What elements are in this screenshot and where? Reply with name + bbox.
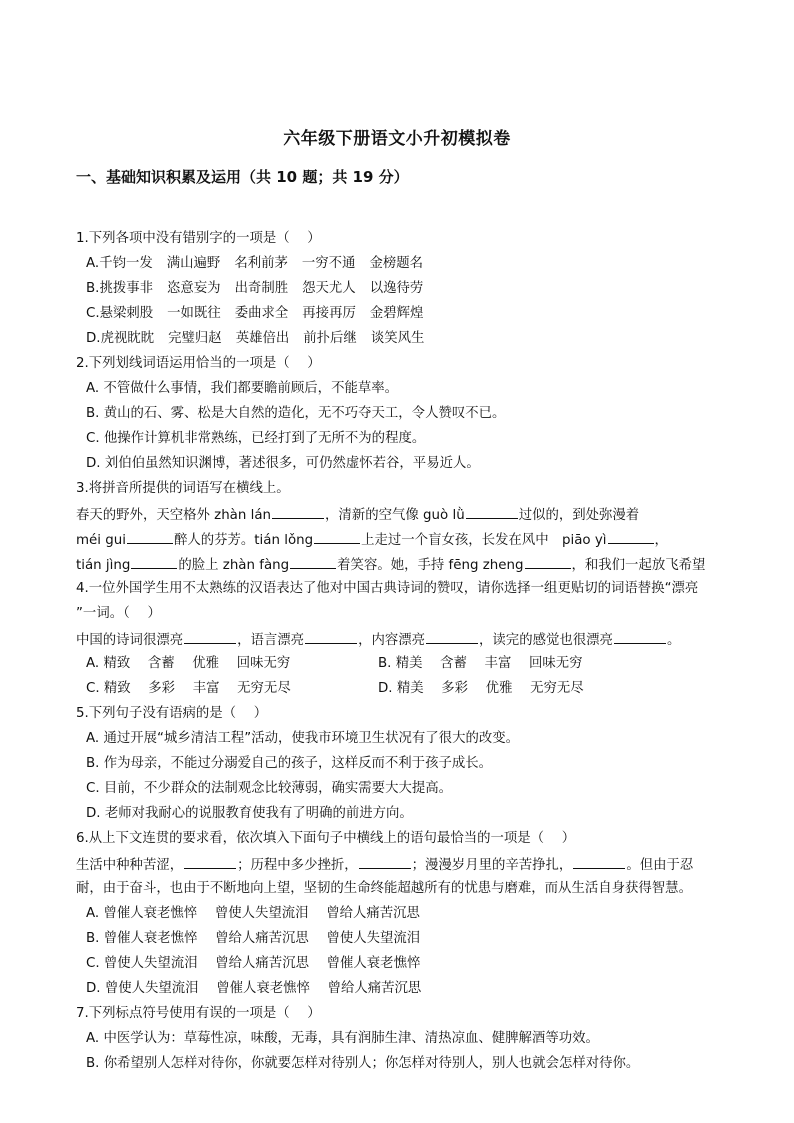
- q4-option-a[interactable]: A. 精致 含蓄 优雅 回味无穷: [86, 656, 291, 671]
- word: 千钧一发: [99, 256, 153, 271]
- fill-blank[interactable]: [614, 629, 666, 644]
- q7-option-b[interactable]: B. 你希望别人怎样对待你，你就要怎样对待别人；你怎样对待别人，别人也就会怎样对待你。: [86, 1056, 640, 1071]
- question-5-stem: 5.下列句子没有语病的是（ ）: [76, 706, 268, 721]
- word: 委曲求全: [234, 306, 289, 321]
- q2-option-c[interactable]: C. 他操作计算机非常熟练，已经打到了无所不为的程度。: [86, 431, 426, 446]
- text: 醉人的芬芳。tián lǒng: [173, 533, 314, 548]
- text: ，: [654, 533, 668, 548]
- q2-option-b[interactable]: B. 黄山的石、雾、松是大自然的造化，无不巧夺天工，令人赞叹不已。: [86, 406, 506, 421]
- question-3-stem: 3.将拼音所提供的词语写在横线上。: [76, 481, 290, 496]
- fill-blank[interactable]: [573, 854, 625, 869]
- section-heading: 一、基础知识积累及运用（共 10 题；共 19 分）: [76, 168, 409, 186]
- fill-blank[interactable]: [466, 504, 518, 519]
- word: 出奇制胜: [234, 281, 289, 296]
- fill-blank[interactable]: [305, 629, 357, 644]
- fill-blank[interactable]: [290, 554, 336, 569]
- q6-option-c[interactable]: C. 曾使人失望流泪 曾给人痛苦沉思 曾催人衰老憔悴: [86, 956, 421, 971]
- word: 谈笑风生: [370, 331, 425, 346]
- word: 怨天尤人: [302, 281, 356, 296]
- option-letter: A.: [86, 256, 100, 271]
- fill-blank[interactable]: [314, 529, 360, 544]
- fill-blank[interactable]: [184, 629, 236, 644]
- text: ，语言漂亮: [237, 633, 305, 648]
- word: 以逸待劳: [369, 281, 424, 296]
- text: ，读完的感觉也很漂亮: [479, 633, 613, 648]
- word: 金榜题名: [369, 256, 423, 271]
- text: ，和我们一起放飞希望: [571, 558, 706, 573]
- q5-option-a[interactable]: A. 通过开展“城乡清洁工程”活动，使我市环境卫生状况有了很大的改变。: [86, 731, 520, 746]
- q5-option-d[interactable]: D. 老师对我耐心的说服教育使我有了明确的前进方向。: [86, 806, 413, 821]
- text: 春天的野外，天空格外 zhàn lán: [76, 508, 272, 523]
- text: 着笑容。她，手持 fēng zheng: [337, 558, 524, 573]
- fill-blank[interactable]: [184, 854, 236, 869]
- word: 名利前茅: [234, 256, 288, 271]
- text: 的脸上 zhàn fàng: [178, 558, 290, 573]
- fill-blank[interactable]: [608, 529, 654, 544]
- q5-option-b[interactable]: B. 作为母亲，不能过分溺爱自己的孩子，这样反而不利于孩子成长。: [86, 756, 493, 771]
- q1-option-b[interactable]: [86, 279, 724, 299]
- text: 上走过一个盲女孩，长发在风中 piāo yì: [361, 533, 607, 548]
- question-7-stem: 7.下列标点符号使用有误的一项是（ ）: [76, 1006, 321, 1021]
- text: 。: [666, 633, 681, 648]
- text: ；漫漫岁月里的辛苦挣扎，: [411, 858, 573, 873]
- q6-option-d[interactable]: D. 曾使人失望流泪 曾催人衰老憔悴 曾给人痛苦沉思: [86, 981, 422, 996]
- q6-option-a[interactable]: A. 曾催人衰老憔悴 曾使人失望流泪 曾给人痛苦沉思: [86, 906, 420, 921]
- q5-option-c[interactable]: C. 目前，不少群众的法制观念比较薄弱，确实需要大大提高。: [86, 781, 453, 796]
- word: 完璧归赵: [168, 331, 222, 346]
- question-4-stem: 4.一位外国学生用不太熟练的汉语表达了他对中国古典诗词的赞叹，请你选择一组更贴切的词语替换“漂亮: [76, 581, 699, 596]
- q4-option-c[interactable]: C. 精致 多彩 丰富 无穷无尽: [86, 681, 291, 696]
- word: 一如既往: [167, 306, 221, 321]
- word: 悬梁刺股: [99, 306, 154, 321]
- word: 恣意妄为: [167, 281, 221, 296]
- q3-line-2: [76, 529, 724, 551]
- word: 前扑后继: [303, 331, 357, 346]
- q2-option-d[interactable]: D. 刘伯伯虽然知识渊博，著述很多，可仍然虚怀若谷，平易近人。: [86, 456, 480, 471]
- fill-blank[interactable]: [525, 554, 571, 569]
- word: 再接再厉: [302, 306, 356, 321]
- option-letter: B.: [86, 281, 100, 296]
- question-6-stem: 6.从上下文连贯的要求看，依次填入下面句子中横线上的语句最恰当的一项是（ ）: [76, 831, 576, 846]
- q6-option-b[interactable]: B. 曾催人衰老憔悴 曾给人痛苦沉思 曾使人失望流泪: [86, 931, 421, 946]
- q1-option-d[interactable]: [86, 329, 724, 349]
- word: 英雄倍出: [235, 331, 290, 346]
- q6-passage-2: 耐，由于奋斗，也由于不断地向上望，坚韧的生命终能超越所有的忧患与磨难，而从生活自身获得智慧。: [76, 881, 692, 896]
- q4-option-b[interactable]: B. 精美 含蓄 丰富 回味无穷: [378, 656, 583, 671]
- q3-line-1: [76, 504, 724, 526]
- word: 虎视眈眈: [100, 331, 155, 346]
- q4-option-d[interactable]: D. 精美 多彩 优雅 无穷无尽: [378, 681, 584, 696]
- exam-title: 六年级下册语文小升初模拟卷: [283, 129, 511, 149]
- q3-line-3: [76, 554, 724, 576]
- question-4-stem-cont: ”一词。（ ）: [76, 606, 161, 621]
- text: 过似的，到处弥漫着: [518, 508, 640, 523]
- word: 金碧辉煌: [369, 306, 424, 321]
- word: 一穷不通: [301, 256, 356, 271]
- text: 中国的诗词很漂亮: [76, 633, 184, 648]
- q1-option-a[interactable]: [86, 254, 724, 274]
- option-letter: C.: [86, 306, 100, 321]
- q4-sentence: [76, 629, 724, 651]
- fill-blank[interactable]: [131, 554, 177, 569]
- q1-option-c[interactable]: [86, 304, 724, 324]
- question-2-stem: 2.下列划线词语运用恰当的一项是（ ）: [76, 356, 321, 371]
- text: ，清新的空气像 guò lǜ: [325, 508, 465, 523]
- text: tián jìng: [76, 558, 131, 573]
- fill-blank[interactable]: [272, 504, 324, 519]
- text: méi gui: [76, 533, 126, 548]
- q2-option-a[interactable]: A. 不管做什么事情，我们都要瞻前顾后，不能草率。: [86, 381, 399, 396]
- option-letter: D.: [86, 331, 101, 346]
- text: ；历程中多少挫折，: [237, 858, 358, 873]
- fill-blank[interactable]: [426, 629, 478, 644]
- fill-blank[interactable]: [127, 529, 173, 544]
- q7-option-a[interactable]: A. 中医学认为：草莓性凉，味酸，无毒，具有润肺生津、清热凉血、健脾解酒等功效。: [86, 1031, 599, 1046]
- text: 生活中种种苦涩，: [76, 858, 184, 873]
- q6-passage-1: [76, 854, 724, 876]
- fill-blank[interactable]: [359, 854, 411, 869]
- word: 满山遍野: [166, 256, 221, 271]
- word: 挑拨事非: [99, 281, 154, 296]
- text: 。但由于忍: [626, 858, 694, 873]
- text: ，内容漂亮: [358, 633, 426, 648]
- question-1-stem: 1.下列各项中没有错别字的一项是（ ）: [76, 231, 321, 246]
